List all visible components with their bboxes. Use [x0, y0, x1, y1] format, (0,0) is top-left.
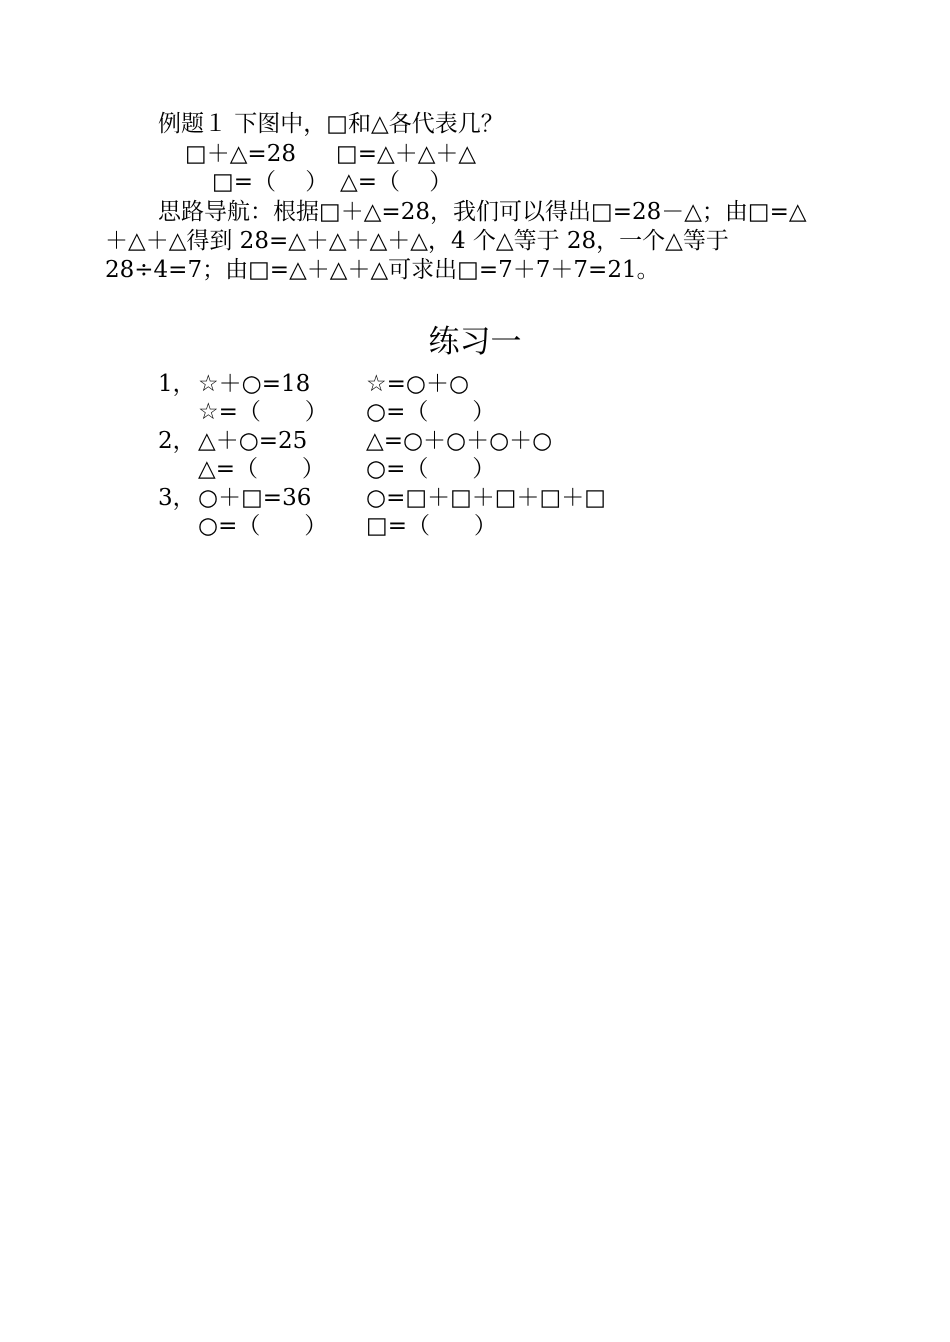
exercise-answer-1: ☆=（ ）	[198, 399, 328, 425]
exercise-equation-2: △=○＋○＋○＋○	[366, 428, 553, 454]
exercise-number: 2，	[158, 428, 196, 454]
exercise-equation-1: ☆＋○=18	[198, 371, 311, 397]
exercise-answer-1: △=（ ）	[198, 456, 325, 482]
exercise-answer-1: ○=（ ）	[198, 513, 328, 539]
exercise-answer-2: ○=（ ）	[366, 456, 496, 482]
exercise-equation-1: ○＋□=36	[198, 485, 312, 511]
exercise-answer-2: ○=（ ）	[366, 399, 496, 425]
guide-line-2: ＋△＋△得到 28=△＋△＋△＋△，4 个△等于 28，一个△等于	[105, 228, 729, 254]
exercise-equation-2: ☆=○＋○	[366, 371, 470, 397]
guide-line-3: 28÷4=7；由□=△＋△＋△可求出□=7＋7＋7=21。	[105, 257, 660, 283]
example-answer-2: △=（ ）	[340, 169, 453, 195]
exercise-answer-2: □=（ ）	[366, 513, 497, 539]
exercise-equation-1: △＋○=25	[198, 428, 308, 454]
exercise-title: 练习一	[428, 324, 522, 360]
example-answer-1: □=（ ）	[212, 169, 329, 195]
exercise-number: 1，	[158, 371, 196, 397]
guide-line-1: 思路导航：根据□＋△=28，我们可以得出□=28－△；由□=△	[158, 199, 807, 225]
exercise-number: 3，	[158, 485, 196, 511]
exercise-equation-2: ○=□＋□＋□＋□＋□	[366, 485, 606, 511]
example-equation-2: □=△＋△＋△	[336, 141, 477, 167]
example-equation-1: □＋△=28	[185, 141, 296, 167]
example-heading: 例题１ 下图中，□和△各代表几？	[158, 111, 504, 137]
